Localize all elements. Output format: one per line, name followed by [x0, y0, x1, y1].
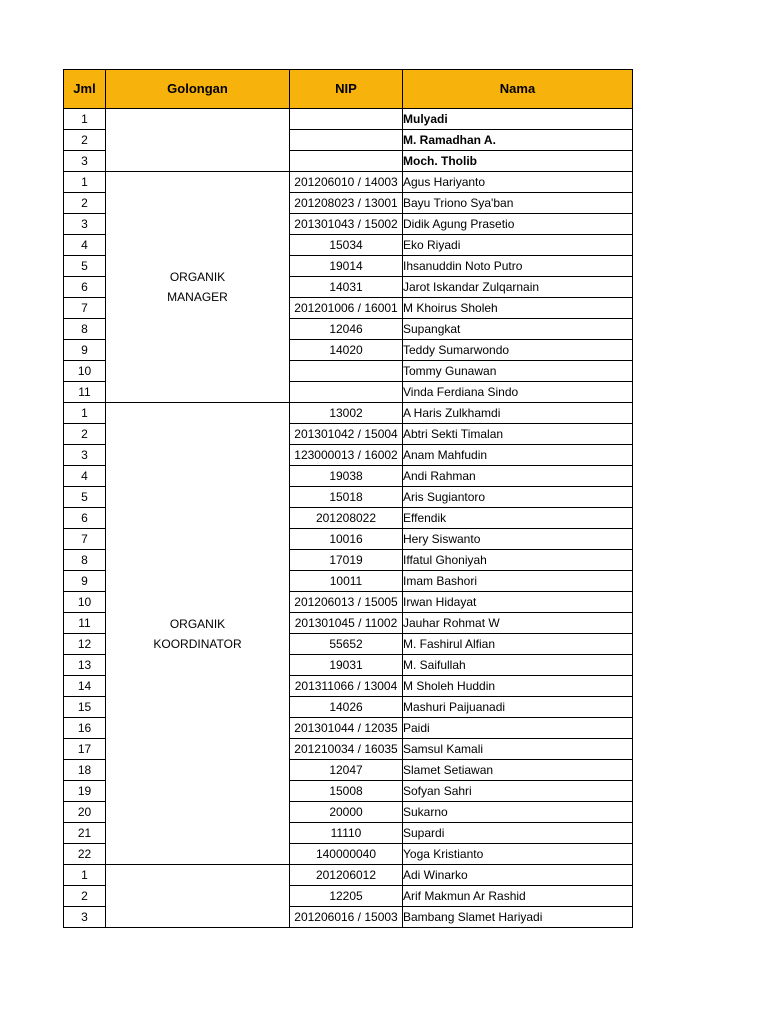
cell-jml: 5 — [64, 256, 106, 277]
cell-nama: M. Saifullah — [403, 655, 633, 676]
cell-jml: 4 — [64, 466, 106, 487]
cell-jml: 1 — [64, 109, 106, 130]
cell-nama: Mulyadi — [403, 109, 633, 130]
cell-jml: 20 — [64, 802, 106, 823]
cell-jml: 10 — [64, 361, 106, 382]
cell-nama: Bayu Triono Sya'ban — [403, 193, 633, 214]
cell-nip: 12046 — [290, 319, 403, 340]
cell-nip: 201301042 / 15004 — [290, 424, 403, 445]
cell-nip: 10016 — [290, 529, 403, 550]
cell-nip: 13002 — [290, 403, 403, 424]
cell-nama: Mashuri Paijuanadi — [403, 697, 633, 718]
header-nip: NIP — [290, 70, 403, 109]
cell-nama: Aris Sugiantoro — [403, 487, 633, 508]
cell-golongan — [106, 865, 290, 928]
cell-jml: 8 — [64, 550, 106, 571]
table-row — [64, 172, 633, 193]
cell-nip — [290, 109, 403, 130]
table-row — [64, 403, 633, 424]
cell-jml: 3 — [64, 151, 106, 172]
cell-nip: 20000 — [290, 802, 403, 823]
cell-golongan — [106, 109, 290, 172]
cell-nip: 201206010 / 14003 — [290, 172, 403, 193]
table-body — [64, 109, 633, 928]
cell-nip: 201301045 / 11002 — [290, 613, 403, 634]
cell-jml: 10 — [64, 592, 106, 613]
cell-jml: 11 — [64, 613, 106, 634]
cell-jml: 22 — [64, 844, 106, 865]
cell-nama: Sofyan Sahri — [403, 781, 633, 802]
cell-nama: Tommy Gunawan — [403, 361, 633, 382]
cell-nip: 140000040 — [290, 844, 403, 865]
cell-nama: M Khoirus Sholeh — [403, 298, 633, 319]
golongan-line: ORGANIK — [169, 270, 226, 284]
cell-nama: Anam Mahfudin — [403, 445, 633, 466]
cell-nip: 19038 — [290, 466, 403, 487]
cell-nama: Ihsanuddin Noto Putro — [403, 256, 633, 277]
cell-nip: 15008 — [290, 781, 403, 802]
golongan-line: MANAGER — [167, 290, 228, 304]
cell-nip: 19014 — [290, 256, 403, 277]
cell-jml: 6 — [64, 277, 106, 298]
golongan-line: KOORDINATOR — [153, 636, 242, 651]
cell-nama: Adi Winarko — [403, 865, 633, 886]
cell-nip: 11110 — [290, 823, 403, 844]
employee-table — [63, 69, 633, 928]
cell-jml: 2 — [64, 886, 106, 907]
cell-nip: 55652 — [290, 634, 403, 655]
cell-nama: Hery Siswanto — [403, 529, 633, 550]
cell-jml: 9 — [64, 340, 106, 361]
cell-nip: 123000013 / 16002 — [290, 445, 403, 466]
cell-nip: 201210034 / 16035 — [290, 739, 403, 760]
cell-nama: Jauhar Rohmat W — [403, 613, 633, 634]
cell-nip: 201208023 / 13001 — [290, 193, 403, 214]
cell-nama: Moch. Tholib — [403, 151, 633, 172]
cell-nama: M Sholeh Huddin — [403, 676, 633, 697]
cell-nip: 201301043 / 15002 — [290, 214, 403, 235]
cell-nama: Jarot Iskandar Zulqarnain — [403, 277, 633, 298]
cell-jml: 13 — [64, 655, 106, 676]
cell-nama: Iffatul Ghoniyah — [403, 550, 633, 571]
cell-jml: 7 — [64, 529, 106, 550]
cell-jml: 5 — [64, 487, 106, 508]
header-golongan: Golongan — [106, 70, 290, 109]
cell-nip: 201311066 / 13004 — [290, 676, 403, 697]
cell-nama: Vinda Ferdiana Sindo — [403, 382, 633, 403]
cell-jml: 3 — [64, 907, 106, 928]
cell-nip: 10011 — [290, 571, 403, 592]
cell-jml: 3 — [64, 445, 106, 466]
cell-nama: Irwan Hidayat — [403, 592, 633, 613]
cell-nama: Andi Rahman — [403, 466, 633, 487]
table-row — [64, 109, 633, 130]
cell-nama: Samsul Kamali — [403, 739, 633, 760]
cell-nip: 14031 — [290, 277, 403, 298]
cell-nama: Sukarno — [403, 802, 633, 823]
cell-nama: Effendik — [403, 508, 633, 529]
cell-jml: 17 — [64, 739, 106, 760]
cell-nama: Slamet Setiawan — [403, 760, 633, 781]
cell-nip: 201206016 / 15003 — [290, 907, 403, 928]
cell-golongan — [106, 172, 290, 403]
cell-nip — [290, 382, 403, 403]
golongan-line: ORGANIK — [169, 616, 226, 631]
cell-nip: 12205 — [290, 886, 403, 907]
cell-jml: 6 — [64, 508, 106, 529]
cell-nama: M. Ramadhan A. — [403, 130, 633, 151]
cell-jml: 1 — [64, 403, 106, 424]
cell-nip — [290, 130, 403, 151]
cell-nama: Teddy Sumarwondo — [403, 340, 633, 361]
cell-nama: Yoga Kristianto — [403, 844, 633, 865]
cell-nama: Bambang Slamet Hariyadi — [403, 907, 633, 928]
cell-jml: 21 — [64, 823, 106, 844]
cell-nip: 201208022 — [290, 508, 403, 529]
cell-jml: 2 — [64, 424, 106, 445]
cell-jml: 14 — [64, 676, 106, 697]
cell-jml: 12 — [64, 634, 106, 655]
cell-nip: 14026 — [290, 697, 403, 718]
cell-nama: Imam Bashori — [403, 571, 633, 592]
cell-jml: 9 — [64, 571, 106, 592]
cell-jml: 1 — [64, 172, 106, 193]
table-row — [64, 865, 633, 886]
cell-jml: 16 — [64, 718, 106, 739]
cell-jml: 2 — [64, 193, 106, 214]
cell-jml: 8 — [64, 319, 106, 340]
header-row — [64, 70, 633, 109]
cell-nip: 17019 — [290, 550, 403, 571]
cell-nip: 19031 — [290, 655, 403, 676]
cell-jml: 19 — [64, 781, 106, 802]
cell-nama: Didik Agung Prasetio — [403, 214, 633, 235]
cell-jml: 7 — [64, 298, 106, 319]
cell-nama: Abtri Sekti Timalan — [403, 424, 633, 445]
cell-nama: Eko Riyadi — [403, 235, 633, 256]
cell-nip: 201301044 / 12035 — [290, 718, 403, 739]
cell-jml: 3 — [64, 214, 106, 235]
cell-jml: 1 — [64, 865, 106, 886]
cell-nama: Paidi — [403, 718, 633, 739]
cell-nama: Supangkat — [403, 319, 633, 340]
cell-nama: Supardi — [403, 823, 633, 844]
cell-nip — [290, 361, 403, 382]
header-nama: Nama — [403, 70, 633, 109]
cell-jml: 2 — [64, 130, 106, 151]
cell-nip — [290, 151, 403, 172]
cell-nip: 15034 — [290, 235, 403, 256]
cell-nip: 201206013 / 15005 — [290, 592, 403, 613]
cell-nama: Arif Makmun Ar Rashid — [403, 886, 633, 907]
cell-nama: Agus Hariyanto — [403, 172, 633, 193]
cell-jml: 18 — [64, 760, 106, 781]
cell-nip: 201206012 — [290, 865, 403, 886]
cell-jml: 11 — [64, 382, 106, 403]
cell-nama: A Haris Zulkhamdi — [403, 403, 633, 424]
cell-nip: 201201006 / 16001 — [290, 298, 403, 319]
cell-jml: 4 — [64, 235, 106, 256]
cell-nip: 12047 — [290, 760, 403, 781]
cell-nip: 15018 — [290, 487, 403, 508]
cell-golongan — [106, 403, 290, 865]
cell-jml: 15 — [64, 697, 106, 718]
header-jml: Jml — [64, 70, 106, 109]
cell-nama: M. Fashirul Alfian — [403, 634, 633, 655]
cell-nip: 14020 — [290, 340, 403, 361]
